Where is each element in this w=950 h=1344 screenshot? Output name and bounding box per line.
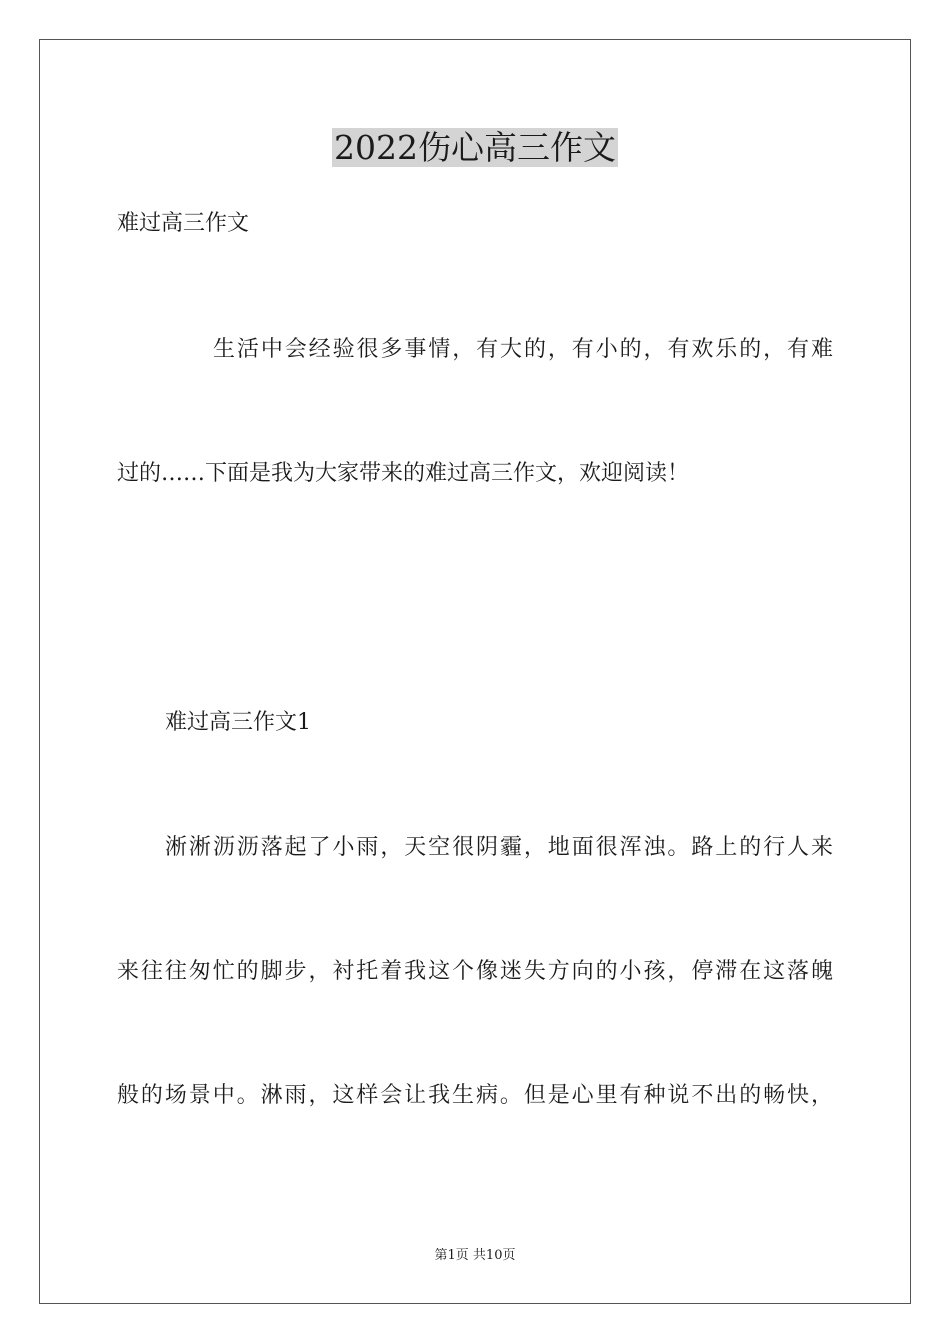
section-heading: 难过高三作文1 [165,710,311,735]
intro-paragraph-line-1: 生活中会经验很多事情，有大的，有小的，有欢乐的，有难 [213,337,833,362]
body-paragraph-line-2: 来往往匆忙的脚步，衬托着我这个像迷失方向的小孩，停滞在这落魄 [117,959,833,984]
document-title [0,128,950,168]
page-number-footer: 第1页 共10页 [434,1248,516,1263]
intro-paragraph-line-2: 过的……下面是我为大家带来的难过高三作文，欢迎阅读！ [117,461,690,486]
document-title-text: 2022伤心高三作文 [334,128,616,167]
body-paragraph-line-1: 淅淅沥沥落起了小雨，天空很阴霾，地面很浑浊。路上的行人来 [165,835,833,860]
body-paragraph-line-3: 般的场景中。淋雨，这样会让我生病。但是心里有种说不出的畅快， [117,1083,833,1108]
document-subtitle: 难过高三作文 [117,211,250,236]
